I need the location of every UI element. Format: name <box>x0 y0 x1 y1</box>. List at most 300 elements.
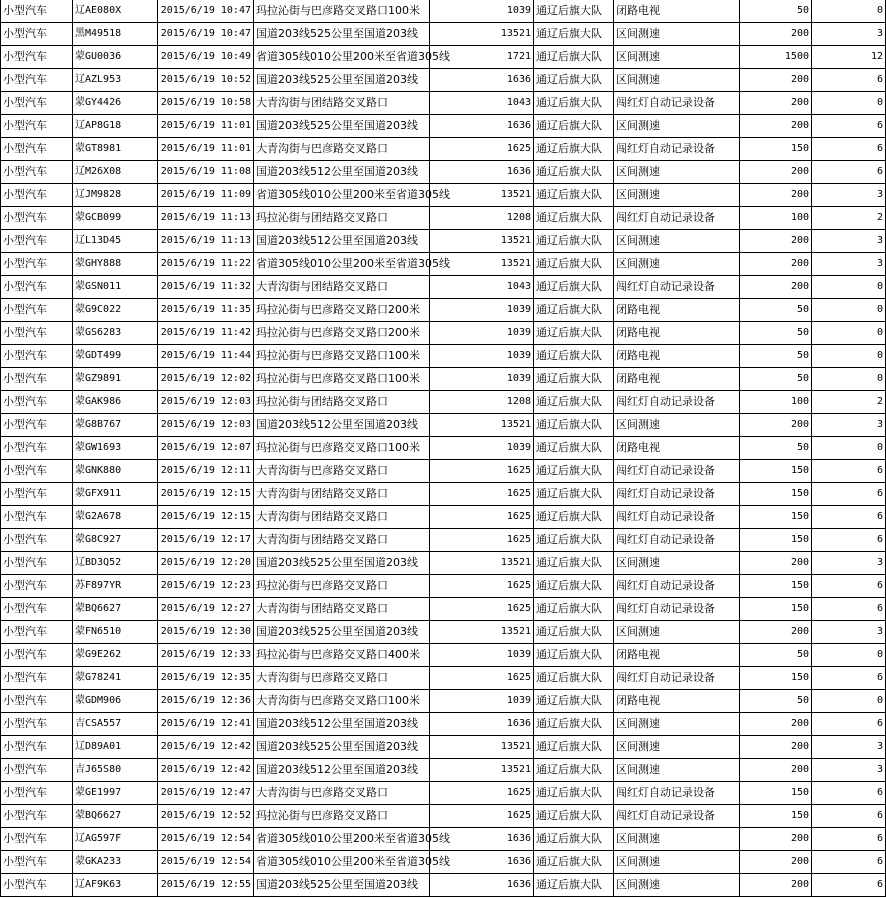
violation-code-cell[interactable]: 1636 <box>430 874 534 897</box>
violation-time-cell[interactable]: 2015/6/19 12:15 <box>158 506 254 529</box>
department-cell[interactable]: 通辽后旗大队 <box>534 713 614 736</box>
vehicle-type-cell[interactable]: 小型汽车 <box>1 483 73 506</box>
vehicle-type-cell[interactable]: 小型汽车 <box>1 575 73 598</box>
plate-number-cell[interactable]: 辽AF9K63 <box>73 874 158 897</box>
penalty-points-cell[interactable]: 6 <box>812 483 886 506</box>
violation-time-cell[interactable]: 2015/6/19 11:13 <box>158 207 254 230</box>
department-cell[interactable]: 通辽后旗大队 <box>534 69 614 92</box>
vehicle-type-cell[interactable]: 小型汽车 <box>1 644 73 667</box>
location-cell[interactable]: 大青沟街与团结路交叉路口 <box>254 483 430 506</box>
department-cell[interactable]: 通辽后旗大队 <box>534 184 614 207</box>
department-cell[interactable]: 通辽后旗大队 <box>534 828 614 851</box>
plate-number-cell[interactable]: 蒙GW1693 <box>73 437 158 460</box>
violation-time-cell[interactable]: 2015/6/19 10:49 <box>158 46 254 69</box>
plate-number-cell[interactable]: 蒙BQ6627 <box>73 805 158 828</box>
plate-number-cell[interactable]: 辽D89A01 <box>73 736 158 759</box>
department-cell[interactable]: 通辽后旗大队 <box>534 23 614 46</box>
violation-code-cell[interactable]: 1625 <box>430 460 534 483</box>
capture-source-cell[interactable]: 区间测速 <box>614 828 740 851</box>
penalty-points-cell[interactable]: 3 <box>812 736 886 759</box>
fine-amount-cell[interactable]: 200 <box>740 759 812 782</box>
fine-amount-cell[interactable]: 200 <box>740 414 812 437</box>
location-cell[interactable]: 玛拉沁街与巴彦路交叉路口 <box>254 805 430 828</box>
violation-code-cell[interactable]: 1625 <box>430 506 534 529</box>
vehicle-type-cell[interactable]: 小型汽车 <box>1 782 73 805</box>
fine-amount-cell[interactable]: 200 <box>740 69 812 92</box>
violation-code-cell[interactable]: 1636 <box>430 828 534 851</box>
location-cell[interactable]: 国道203线525公里至国道203线 <box>254 552 430 575</box>
plate-number-cell[interactable]: 辽AE080X <box>73 0 158 23</box>
violation-code-cell[interactable]: 1721 <box>430 46 534 69</box>
vehicle-type-cell[interactable]: 小型汽车 <box>1 713 73 736</box>
vehicle-type-cell[interactable]: 小型汽车 <box>1 230 73 253</box>
vehicle-type-cell[interactable]: 小型汽车 <box>1 552 73 575</box>
penalty-points-cell[interactable]: 0 <box>812 368 886 391</box>
location-cell[interactable]: 大青沟街与巴彦路交叉路口 <box>254 782 430 805</box>
department-cell[interactable]: 通辽后旗大队 <box>534 391 614 414</box>
fine-amount-cell[interactable]: 150 <box>740 805 812 828</box>
violation-time-cell[interactable]: 2015/6/19 12:55 <box>158 874 254 897</box>
penalty-points-cell[interactable]: 6 <box>812 506 886 529</box>
department-cell[interactable]: 通辽后旗大队 <box>534 575 614 598</box>
location-cell[interactable]: 国道203线512公里至国道203线 <box>254 161 430 184</box>
vehicle-type-cell[interactable]: 小型汽车 <box>1 506 73 529</box>
violation-time-cell[interactable]: 2015/6/19 11:32 <box>158 276 254 299</box>
plate-number-cell[interactable]: 黑M49518 <box>73 23 158 46</box>
vehicle-type-cell[interactable]: 小型汽车 <box>1 184 73 207</box>
capture-source-cell[interactable]: 闯红灯自动记录设备 <box>614 391 740 414</box>
vehicle-type-cell[interactable]: 小型汽车 <box>1 759 73 782</box>
penalty-points-cell[interactable]: 6 <box>812 575 886 598</box>
plate-number-cell[interactable]: 蒙G9E262 <box>73 644 158 667</box>
location-cell[interactable]: 国道203线512公里至国道203线 <box>254 230 430 253</box>
violation-code-cell[interactable]: 13521 <box>430 184 534 207</box>
fine-amount-cell[interactable]: 50 <box>740 437 812 460</box>
penalty-points-cell[interactable]: 2 <box>812 207 886 230</box>
violation-code-cell[interactable]: 1208 <box>430 391 534 414</box>
plate-number-cell[interactable]: 蒙GE1997 <box>73 782 158 805</box>
fine-amount-cell[interactable]: 200 <box>740 713 812 736</box>
violation-code-cell[interactable]: 1625 <box>430 782 534 805</box>
capture-source-cell[interactable]: 区间测速 <box>614 851 740 874</box>
department-cell[interactable]: 通辽后旗大队 <box>534 230 614 253</box>
violation-time-cell[interactable]: 2015/6/19 12:07 <box>158 437 254 460</box>
violation-time-cell[interactable]: 2015/6/19 12:35 <box>158 667 254 690</box>
penalty-points-cell[interactable]: 6 <box>812 115 886 138</box>
penalty-points-cell[interactable]: 0 <box>812 345 886 368</box>
location-cell[interactable]: 玛拉沁街与巴彦路交叉路口400米 <box>254 644 430 667</box>
capture-source-cell[interactable]: 闯红灯自动记录设备 <box>614 598 740 621</box>
violation-time-cell[interactable]: 2015/6/19 12:41 <box>158 713 254 736</box>
capture-source-cell[interactable]: 区间测速 <box>614 874 740 897</box>
location-cell[interactable]: 玛拉沁街与巴彦路交叉路口200米 <box>254 322 430 345</box>
violation-time-cell[interactable]: 2015/6/19 12:42 <box>158 736 254 759</box>
capture-source-cell[interactable]: 闯红灯自动记录设备 <box>614 276 740 299</box>
capture-source-cell[interactable]: 闭路电视 <box>614 644 740 667</box>
violation-code-cell[interactable]: 1039 <box>430 368 534 391</box>
vehicle-type-cell[interactable]: 小型汽车 <box>1 276 73 299</box>
penalty-points-cell[interactable]: 6 <box>812 782 886 805</box>
fine-amount-cell[interactable]: 200 <box>740 161 812 184</box>
fine-amount-cell[interactable]: 150 <box>740 575 812 598</box>
violation-code-cell[interactable]: 1625 <box>430 667 534 690</box>
plate-number-cell[interactable]: 辽BD3Q52 <box>73 552 158 575</box>
violation-code-cell[interactable]: 1039 <box>430 299 534 322</box>
plate-number-cell[interactable]: 吉J65S80 <box>73 759 158 782</box>
department-cell[interactable]: 通辽后旗大队 <box>534 437 614 460</box>
capture-source-cell[interactable]: 区间测速 <box>614 23 740 46</box>
capture-source-cell[interactable]: 闯红灯自动记录设备 <box>614 138 740 161</box>
capture-source-cell[interactable]: 闭路电视 <box>614 690 740 713</box>
location-cell[interactable]: 大青沟街与团结路交叉路口 <box>254 506 430 529</box>
penalty-points-cell[interactable]: 6 <box>812 598 886 621</box>
plate-number-cell[interactable]: 蒙G8B767 <box>73 414 158 437</box>
violation-time-cell[interactable]: 2015/6/19 11:44 <box>158 345 254 368</box>
department-cell[interactable]: 通辽后旗大队 <box>534 207 614 230</box>
department-cell[interactable]: 通辽后旗大队 <box>534 506 614 529</box>
fine-amount-cell[interactable]: 100 <box>740 207 812 230</box>
violation-time-cell[interactable]: 2015/6/19 11:09 <box>158 184 254 207</box>
department-cell[interactable]: 通辽后旗大队 <box>534 667 614 690</box>
plate-number-cell[interactable]: 蒙GNK880 <box>73 460 158 483</box>
vehicle-type-cell[interactable]: 小型汽车 <box>1 529 73 552</box>
violation-time-cell[interactable]: 2015/6/19 10:52 <box>158 69 254 92</box>
location-cell[interactable]: 玛拉沁街与巴彦路交叉路口 <box>254 575 430 598</box>
penalty-points-cell[interactable]: 0 <box>812 299 886 322</box>
violation-time-cell[interactable]: 2015/6/19 10:58 <box>158 92 254 115</box>
penalty-points-cell[interactable]: 6 <box>812 851 886 874</box>
violation-code-cell[interactable]: 1039 <box>430 0 534 23</box>
plate-number-cell[interactable]: 蒙GFX911 <box>73 483 158 506</box>
violation-code-cell[interactable]: 1625 <box>430 575 534 598</box>
violation-code-cell[interactable]: 1625 <box>430 598 534 621</box>
department-cell[interactable]: 通辽后旗大队 <box>534 345 614 368</box>
vehicle-type-cell[interactable]: 小型汽车 <box>1 69 73 92</box>
vehicle-type-cell[interactable]: 小型汽车 <box>1 598 73 621</box>
fine-amount-cell[interactable]: 200 <box>740 276 812 299</box>
capture-source-cell[interactable]: 闯红灯自动记录设备 <box>614 92 740 115</box>
capture-source-cell[interactable]: 闭路电视 <box>614 0 740 23</box>
fine-amount-cell[interactable]: 150 <box>740 506 812 529</box>
violation-code-cell[interactable]: 1208 <box>430 207 534 230</box>
plate-number-cell[interactable]: 蒙G78241 <box>73 667 158 690</box>
vehicle-type-cell[interactable]: 小型汽车 <box>1 828 73 851</box>
violation-code-cell[interactable]: 13521 <box>430 23 534 46</box>
location-cell[interactable]: 省道305线010公里200米至省道305线 <box>254 851 430 874</box>
violation-code-cell[interactable]: 1636 <box>430 851 534 874</box>
location-cell[interactable]: 省道305线010公里200米至省道305线 <box>254 184 430 207</box>
location-cell[interactable]: 国道203线525公里至国道203线 <box>254 874 430 897</box>
vehicle-type-cell[interactable]: 小型汽车 <box>1 437 73 460</box>
violation-time-cell[interactable]: 2015/6/19 12:03 <box>158 414 254 437</box>
vehicle-type-cell[interactable]: 小型汽车 <box>1 161 73 184</box>
plate-number-cell[interactable]: 蒙GT8981 <box>73 138 158 161</box>
location-cell[interactable]: 省道305线010公里200米至省道305线 <box>254 828 430 851</box>
violation-code-cell[interactable]: 1039 <box>430 690 534 713</box>
location-cell[interactable]: 大青沟街与团结路交叉路口 <box>254 276 430 299</box>
penalty-points-cell[interactable]: 3 <box>812 23 886 46</box>
plate-number-cell[interactable]: 蒙GKA233 <box>73 851 158 874</box>
penalty-points-cell[interactable]: 2 <box>812 391 886 414</box>
violation-code-cell[interactable]: 13521 <box>430 414 534 437</box>
location-cell[interactable]: 大青沟街与巴彦路交叉路口 <box>254 138 430 161</box>
vehicle-type-cell[interactable]: 小型汽车 <box>1 805 73 828</box>
location-cell[interactable]: 玛拉沁街与巴彦路交叉路口200米 <box>254 299 430 322</box>
violation-time-cell[interactable]: 2015/6/19 11:08 <box>158 161 254 184</box>
fine-amount-cell[interactable]: 50 <box>740 345 812 368</box>
penalty-points-cell[interactable]: 6 <box>812 713 886 736</box>
fine-amount-cell[interactable]: 200 <box>740 92 812 115</box>
violation-time-cell[interactable]: 2015/6/19 12:15 <box>158 483 254 506</box>
department-cell[interactable]: 通辽后旗大队 <box>534 805 614 828</box>
penalty-points-cell[interactable]: 0 <box>812 437 886 460</box>
location-cell[interactable]: 玛拉沁街与巴彦路交叉路口100米 <box>254 0 430 23</box>
plate-number-cell[interactable]: 蒙GHY888 <box>73 253 158 276</box>
plate-number-cell[interactable]: 辽AG597F <box>73 828 158 851</box>
fine-amount-cell[interactable]: 50 <box>740 299 812 322</box>
department-cell[interactable]: 通辽后旗大队 <box>534 322 614 345</box>
plate-number-cell[interactable]: 蒙GCB099 <box>73 207 158 230</box>
vehicle-type-cell[interactable]: 小型汽车 <box>1 874 73 897</box>
department-cell[interactable]: 通辽后旗大队 <box>534 598 614 621</box>
violation-time-cell[interactable]: 2015/6/19 10:47 <box>158 23 254 46</box>
fine-amount-cell[interactable]: 1500 <box>740 46 812 69</box>
department-cell[interactable]: 通辽后旗大队 <box>534 529 614 552</box>
capture-source-cell[interactable]: 区间测速 <box>614 230 740 253</box>
plate-number-cell[interactable]: 辽M26X08 <box>73 161 158 184</box>
plate-number-cell[interactable]: 辽L13D45 <box>73 230 158 253</box>
fine-amount-cell[interactable]: 150 <box>740 598 812 621</box>
location-cell[interactable]: 大青沟街与巴彦路交叉路口 <box>254 460 430 483</box>
violation-time-cell[interactable]: 2015/6/19 11:42 <box>158 322 254 345</box>
penalty-points-cell[interactable]: 3 <box>812 621 886 644</box>
penalty-points-cell[interactable]: 6 <box>812 138 886 161</box>
violation-time-cell[interactable]: 2015/6/19 12:36 <box>158 690 254 713</box>
fine-amount-cell[interactable]: 200 <box>740 23 812 46</box>
penalty-points-cell[interactable]: 6 <box>812 529 886 552</box>
department-cell[interactable]: 通辽后旗大队 <box>534 874 614 897</box>
capture-source-cell[interactable]: 区间测速 <box>614 621 740 644</box>
plate-number-cell[interactable]: 蒙GDT499 <box>73 345 158 368</box>
department-cell[interactable]: 通辽后旗大队 <box>534 299 614 322</box>
violation-code-cell[interactable]: 13521 <box>430 621 534 644</box>
vehicle-type-cell[interactable]: 小型汽车 <box>1 690 73 713</box>
capture-source-cell[interactable]: 闭路电视 <box>614 299 740 322</box>
violation-time-cell[interactable]: 2015/6/19 12:02 <box>158 368 254 391</box>
location-cell[interactable]: 国道203线525公里至国道203线 <box>254 621 430 644</box>
plate-number-cell[interactable]: 辽AZL953 <box>73 69 158 92</box>
capture-source-cell[interactable]: 闯红灯自动记录设备 <box>614 460 740 483</box>
violation-code-cell[interactable]: 1625 <box>430 138 534 161</box>
capture-source-cell[interactable]: 区间测速 <box>614 115 740 138</box>
location-cell[interactable]: 国道203线512公里至国道203线 <box>254 713 430 736</box>
vehicle-type-cell[interactable]: 小型汽车 <box>1 138 73 161</box>
vehicle-type-cell[interactable]: 小型汽车 <box>1 851 73 874</box>
fine-amount-cell[interactable]: 200 <box>740 230 812 253</box>
fine-amount-cell[interactable]: 100 <box>740 391 812 414</box>
violation-time-cell[interactable]: 2015/6/19 12:30 <box>158 621 254 644</box>
capture-source-cell[interactable]: 区间测速 <box>614 161 740 184</box>
department-cell[interactable]: 通辽后旗大队 <box>534 115 614 138</box>
location-cell[interactable]: 大青沟街与巴彦路交叉路口 <box>254 667 430 690</box>
plate-number-cell[interactable]: 辽AP8G18 <box>73 115 158 138</box>
fine-amount-cell[interactable]: 50 <box>740 690 812 713</box>
capture-source-cell[interactable]: 闯红灯自动记录设备 <box>614 575 740 598</box>
violation-time-cell[interactable]: 2015/6/19 12:54 <box>158 851 254 874</box>
penalty-points-cell[interactable]: 6 <box>812 874 886 897</box>
vehicle-type-cell[interactable]: 小型汽车 <box>1 299 73 322</box>
violation-time-cell[interactable]: 2015/6/19 12:20 <box>158 552 254 575</box>
capture-source-cell[interactable]: 闯红灯自动记录设备 <box>614 782 740 805</box>
capture-source-cell[interactable]: 闯红灯自动记录设备 <box>614 667 740 690</box>
violation-time-cell[interactable]: 2015/6/19 11:22 <box>158 253 254 276</box>
violation-time-cell[interactable]: 2015/6/19 11:01 <box>158 138 254 161</box>
vehicle-type-cell[interactable]: 小型汽车 <box>1 23 73 46</box>
vehicle-type-cell[interactable]: 小型汽车 <box>1 115 73 138</box>
department-cell[interactable]: 通辽后旗大队 <box>534 276 614 299</box>
violation-code-cell[interactable]: 1625 <box>430 529 534 552</box>
capture-source-cell[interactable]: 区间测速 <box>614 759 740 782</box>
vehicle-type-cell[interactable]: 小型汽车 <box>1 46 73 69</box>
fine-amount-cell[interactable]: 200 <box>740 115 812 138</box>
fine-amount-cell[interactable]: 50 <box>740 644 812 667</box>
department-cell[interactable]: 通辽后旗大队 <box>534 621 614 644</box>
plate-number-cell[interactable]: 蒙FN6510 <box>73 621 158 644</box>
violation-code-cell[interactable]: 13521 <box>430 230 534 253</box>
department-cell[interactable]: 通辽后旗大队 <box>534 552 614 575</box>
penalty-points-cell[interactable]: 12 <box>812 46 886 69</box>
violation-time-cell[interactable]: 2015/6/19 12:23 <box>158 575 254 598</box>
fine-amount-cell[interactable]: 150 <box>740 460 812 483</box>
capture-source-cell[interactable]: 闭路电视 <box>614 437 740 460</box>
fine-amount-cell[interactable]: 150 <box>740 782 812 805</box>
capture-source-cell[interactable]: 闯红灯自动记录设备 <box>614 529 740 552</box>
violation-time-cell[interactable]: 2015/6/19 12:03 <box>158 391 254 414</box>
penalty-points-cell[interactable]: 6 <box>812 667 886 690</box>
vehicle-type-cell[interactable]: 小型汽车 <box>1 736 73 759</box>
penalty-points-cell[interactable]: 0 <box>812 690 886 713</box>
plate-number-cell[interactable]: 蒙G8C927 <box>73 529 158 552</box>
penalty-points-cell[interactable]: 3 <box>812 759 886 782</box>
capture-source-cell[interactable]: 闯红灯自动记录设备 <box>614 805 740 828</box>
capture-source-cell[interactable]: 区间测速 <box>614 69 740 92</box>
fine-amount-cell[interactable]: 200 <box>740 851 812 874</box>
department-cell[interactable]: 通辽后旗大队 <box>534 368 614 391</box>
location-cell[interactable]: 玛拉沁街与团结路交叉路口 <box>254 207 430 230</box>
penalty-points-cell[interactable]: 3 <box>812 184 886 207</box>
violation-time-cell[interactable]: 2015/6/19 12:54 <box>158 828 254 851</box>
violation-time-cell[interactable]: 2015/6/19 12:33 <box>158 644 254 667</box>
fine-amount-cell[interactable]: 50 <box>740 0 812 23</box>
violation-time-cell[interactable]: 2015/6/19 12:17 <box>158 529 254 552</box>
penalty-points-cell[interactable]: 6 <box>812 161 886 184</box>
department-cell[interactable]: 通辽后旗大队 <box>534 690 614 713</box>
vehicle-type-cell[interactable]: 小型汽车 <box>1 207 73 230</box>
violation-time-cell[interactable]: 2015/6/19 11:35 <box>158 299 254 322</box>
fine-amount-cell[interactable]: 200 <box>740 184 812 207</box>
location-cell[interactable]: 省道305线010公里200米至省道305线 <box>254 253 430 276</box>
violation-code-cell[interactable]: 13521 <box>430 253 534 276</box>
penalty-points-cell[interactable]: 3 <box>812 414 886 437</box>
plate-number-cell[interactable]: 蒙GU0036 <box>73 46 158 69</box>
location-cell[interactable]: 玛拉沁街与团结路交叉路口 <box>254 391 430 414</box>
plate-number-cell[interactable]: 蒙GY4426 <box>73 92 158 115</box>
penalty-points-cell[interactable]: 0 <box>812 644 886 667</box>
department-cell[interactable]: 通辽后旗大队 <box>534 253 614 276</box>
violation-code-cell[interactable]: 1625 <box>430 483 534 506</box>
capture-source-cell[interactable]: 闭路电视 <box>614 345 740 368</box>
penalty-points-cell[interactable]: 3 <box>812 552 886 575</box>
violation-code-cell[interactable]: 1625 <box>430 805 534 828</box>
penalty-points-cell[interactable]: 0 <box>812 92 886 115</box>
violation-code-cell[interactable]: 1039 <box>430 644 534 667</box>
fine-amount-cell[interactable]: 200 <box>740 552 812 575</box>
location-cell[interactable]: 大青沟街与团结路交叉路口 <box>254 598 430 621</box>
fine-amount-cell[interactable]: 150 <box>740 529 812 552</box>
plate-number-cell[interactable]: 吉CSA557 <box>73 713 158 736</box>
violation-code-cell[interactable]: 1039 <box>430 437 534 460</box>
department-cell[interactable]: 通辽后旗大队 <box>534 483 614 506</box>
violation-code-cell[interactable]: 1636 <box>430 115 534 138</box>
department-cell[interactable]: 通辽后旗大队 <box>534 759 614 782</box>
capture-source-cell[interactable]: 闭路电视 <box>614 368 740 391</box>
department-cell[interactable]: 通辽后旗大队 <box>534 460 614 483</box>
fine-amount-cell[interactable]: 200 <box>740 621 812 644</box>
plate-number-cell[interactable]: 蒙GZ9891 <box>73 368 158 391</box>
violation-code-cell[interactable]: 1636 <box>430 69 534 92</box>
plate-number-cell[interactable]: 蒙GAK986 <box>73 391 158 414</box>
location-cell[interactable]: 大青沟街与团结路交叉路口 <box>254 92 430 115</box>
location-cell[interactable]: 玛拉沁街与巴彦路交叉路口100米 <box>254 345 430 368</box>
department-cell[interactable]: 通辽后旗大队 <box>534 782 614 805</box>
location-cell[interactable]: 国道203线525公里至国道203线 <box>254 115 430 138</box>
violation-code-cell[interactable]: 13521 <box>430 736 534 759</box>
fine-amount-cell[interactable]: 200 <box>740 874 812 897</box>
capture-source-cell[interactable]: 区间测速 <box>614 184 740 207</box>
vehicle-type-cell[interactable]: 小型汽车 <box>1 322 73 345</box>
penalty-points-cell[interactable]: 6 <box>812 828 886 851</box>
vehicle-type-cell[interactable]: 小型汽车 <box>1 0 73 23</box>
capture-source-cell[interactable]: 区间测速 <box>614 414 740 437</box>
location-cell[interactable]: 国道203线525公里至国道203线 <box>254 23 430 46</box>
vehicle-type-cell[interactable]: 小型汽车 <box>1 414 73 437</box>
violation-code-cell[interactable]: 1636 <box>430 713 534 736</box>
capture-source-cell[interactable]: 区间测速 <box>614 46 740 69</box>
penalty-points-cell[interactable]: 0 <box>812 276 886 299</box>
penalty-points-cell[interactable]: 3 <box>812 253 886 276</box>
location-cell[interactable]: 玛拉沁街与巴彦路交叉路口100米 <box>254 368 430 391</box>
penalty-points-cell[interactable]: 6 <box>812 69 886 92</box>
violation-code-cell[interactable]: 1636 <box>430 161 534 184</box>
vehicle-type-cell[interactable]: 小型汽车 <box>1 92 73 115</box>
violation-time-cell[interactable]: 2015/6/19 12:47 <box>158 782 254 805</box>
violation-time-cell[interactable]: 2015/6/19 12:11 <box>158 460 254 483</box>
fine-amount-cell[interactable]: 50 <box>740 322 812 345</box>
capture-source-cell[interactable]: 闯红灯自动记录设备 <box>614 483 740 506</box>
capture-source-cell[interactable]: 区间测速 <box>614 253 740 276</box>
department-cell[interactable]: 通辽后旗大队 <box>534 0 614 23</box>
vehicle-type-cell[interactable]: 小型汽车 <box>1 391 73 414</box>
violation-time-cell[interactable]: 2015/6/19 12:42 <box>158 759 254 782</box>
location-cell[interactable]: 国道203线512公里至国道203线 <box>254 759 430 782</box>
violation-time-cell[interactable]: 2015/6/19 12:52 <box>158 805 254 828</box>
violation-time-cell[interactable]: 2015/6/19 11:13 <box>158 230 254 253</box>
capture-source-cell[interactable]: 区间测速 <box>614 736 740 759</box>
penalty-points-cell[interactable]: 6 <box>812 460 886 483</box>
violation-time-cell[interactable]: 2015/6/19 11:01 <box>158 115 254 138</box>
department-cell[interactable]: 通辽后旗大队 <box>534 161 614 184</box>
location-cell[interactable]: 国道203线512公里至国道203线 <box>254 414 430 437</box>
